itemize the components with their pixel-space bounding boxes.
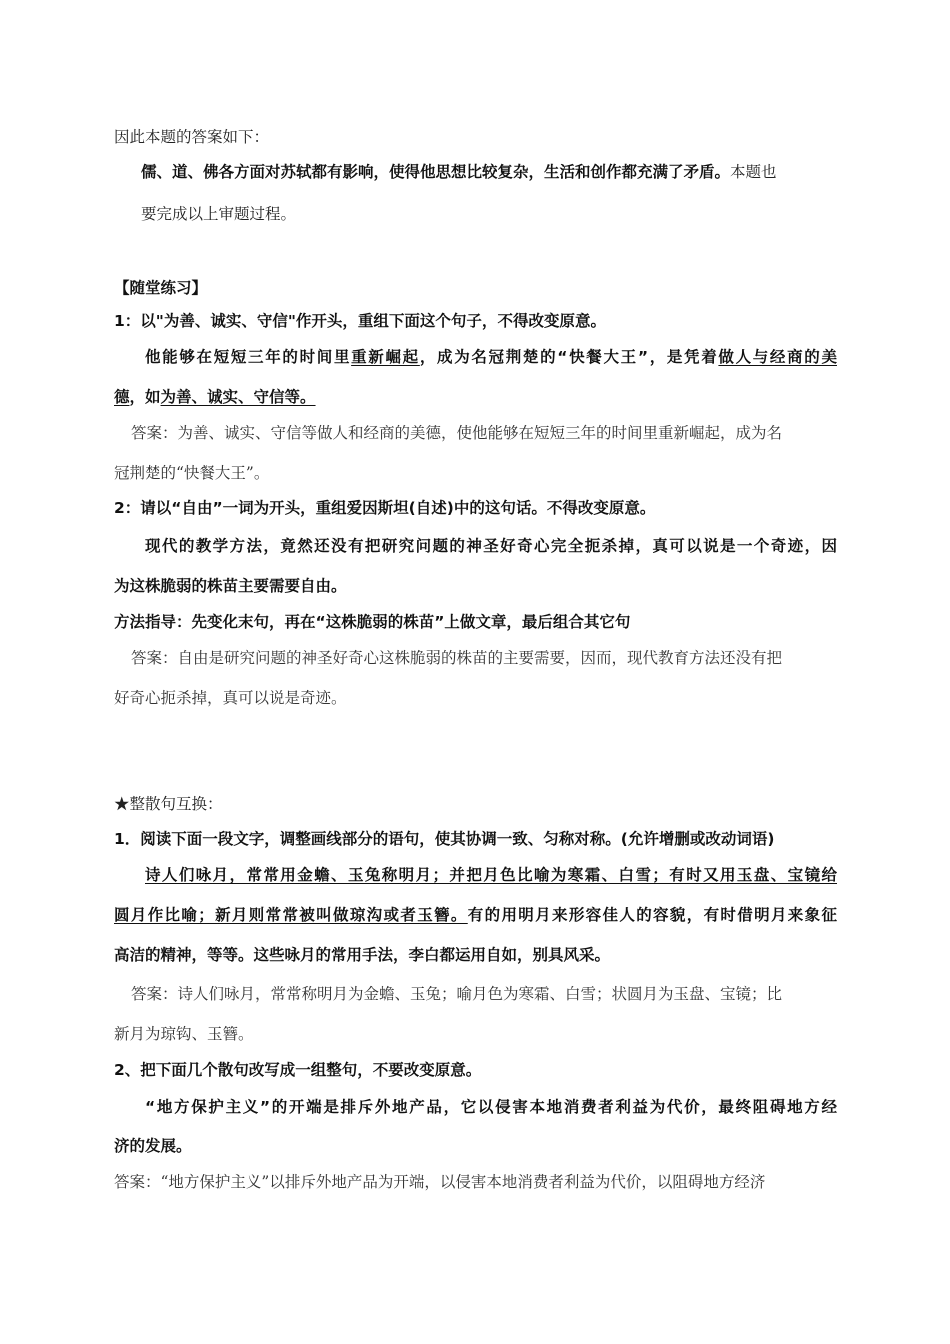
q1-seg5-underlined: 德 <box>114 388 130 406</box>
q4-sentence-line1: “地方保护主义”的开端是排斥外地产品，它以侵害本地消费者利益为代价，最终阻碍地方经 <box>145 1098 837 1116</box>
q1-seg2-underlined: 重新崛起 <box>351 348 420 366</box>
q2-answer-line1: 答案：自由是研究问题的神圣好奇心这株脆弱的株苗的主要需要，因而，现代教育方法还没有把 <box>131 649 783 667</box>
q1-sentence-line2 <box>114 387 336 407</box>
q4-sentence-line2: 济的发展。 <box>114 1137 192 1155</box>
q2-sentence-line2: 为这株脆弱的株苗主要需要自由。 <box>114 577 347 595</box>
q1-seg1: 他能够在短短三年的时间里 <box>145 348 352 366</box>
main-answer-bold: 儒、道、佛各方面对苏轼都有影响，使得他思想比较复杂，生活和创作都充满了矛盾。 <box>141 163 731 181</box>
q4-prompt: 2、把下面几个散句改写成一组整句，不要改变原意。 <box>114 1061 482 1079</box>
q3-line2 <box>114 905 837 925</box>
q2-prompt: 2：请以“自由”一词为开头，重组爱因斯坦(自述)中的这句话。不得改变原意。 <box>114 499 656 517</box>
main-answer-line2: 要完成以上审题过程。 <box>141 205 297 223</box>
main-answer-tail: 本题也 <box>730 163 777 181</box>
intro-line: 因此本题的答案如下： <box>114 128 270 146</box>
q3-line3: 高洁的精神，等等。这些咏月的常用手法，李白都运用自如，别具风采。 <box>114 946 611 964</box>
q1-seg4-underlined: 做人与经商的美 <box>718 348 837 366</box>
section2-heading: ★整散句互换： <box>114 795 223 813</box>
main-answer-line <box>141 162 777 182</box>
q1-seg3: ，成为名冠荆楚的“快餐大王”，是凭着 <box>419 348 719 366</box>
q3-prompt: 1．阅读下面一段文字，调整画线部分的语句，使其协调一致、匀称对称。(允许增删或改动词语) <box>114 830 775 848</box>
q2-answer-line2: 好奇心扼杀掉，真可以说是奇迹。 <box>114 689 347 707</box>
q3-answer-line1: 答案：诗人们咏月，常常称明月为金蟾、玉兔；喻月色为寒霜、白雪；状圆月为玉盘、宝镜；比 <box>131 985 783 1003</box>
q1-answer-line2: 冠荆楚的“快餐大王”。 <box>114 464 270 482</box>
q1-prompt: 1：以"为善、诚实、守信"作开头，重组下面这个句子，不得改变原意。 <box>114 312 606 330</box>
q3-underlined-line1: 诗人们咏月，常常用金蟾、玉兔称明月；并把月色比喻为寒霜、白雪；有时又用玉盘、宝镜给 <box>145 866 837 884</box>
q3-answer-line2: 新月为琼钩、玉簪。 <box>114 1025 254 1043</box>
q1-seg7-underlined: 为善、诚实、守信等。 <box>160 388 316 406</box>
q2-method: 方法指导：先变化末句，再在“这株脆弱的株苗”上做文章，最后组合其它句 <box>114 613 631 631</box>
practice-heading: 【随堂练习】 <box>114 279 208 297</box>
q3-underlined-line2: 圆月作比喻；新月则常常被叫做琼沟或者玉簪。 <box>114 906 468 924</box>
q2-sentence-line1: 现代的教学方法，竟然还没有把研究问题的神圣好奇心完全扼杀掉，真可以说是一个奇迹，因 <box>145 537 837 555</box>
q3-plain-line2: 有的用明月来形容佳人的容貌，有时借明月来象征 <box>467 906 837 924</box>
q1-sentence-line1 <box>114 347 837 367</box>
q1-answer-line1: 答案：为善、诚实、守信等做人和经商的美德，使他能够在短短三年的时间里重新崛起，成为名 <box>131 424 783 442</box>
q4-answer-line1: 答案：“地方保护主义”以排斥外地产品为开端，以侵害本地消费者利益为代价，以阻碍地方经济 <box>114 1173 766 1191</box>
q1-seg6: ，如 <box>129 388 161 406</box>
